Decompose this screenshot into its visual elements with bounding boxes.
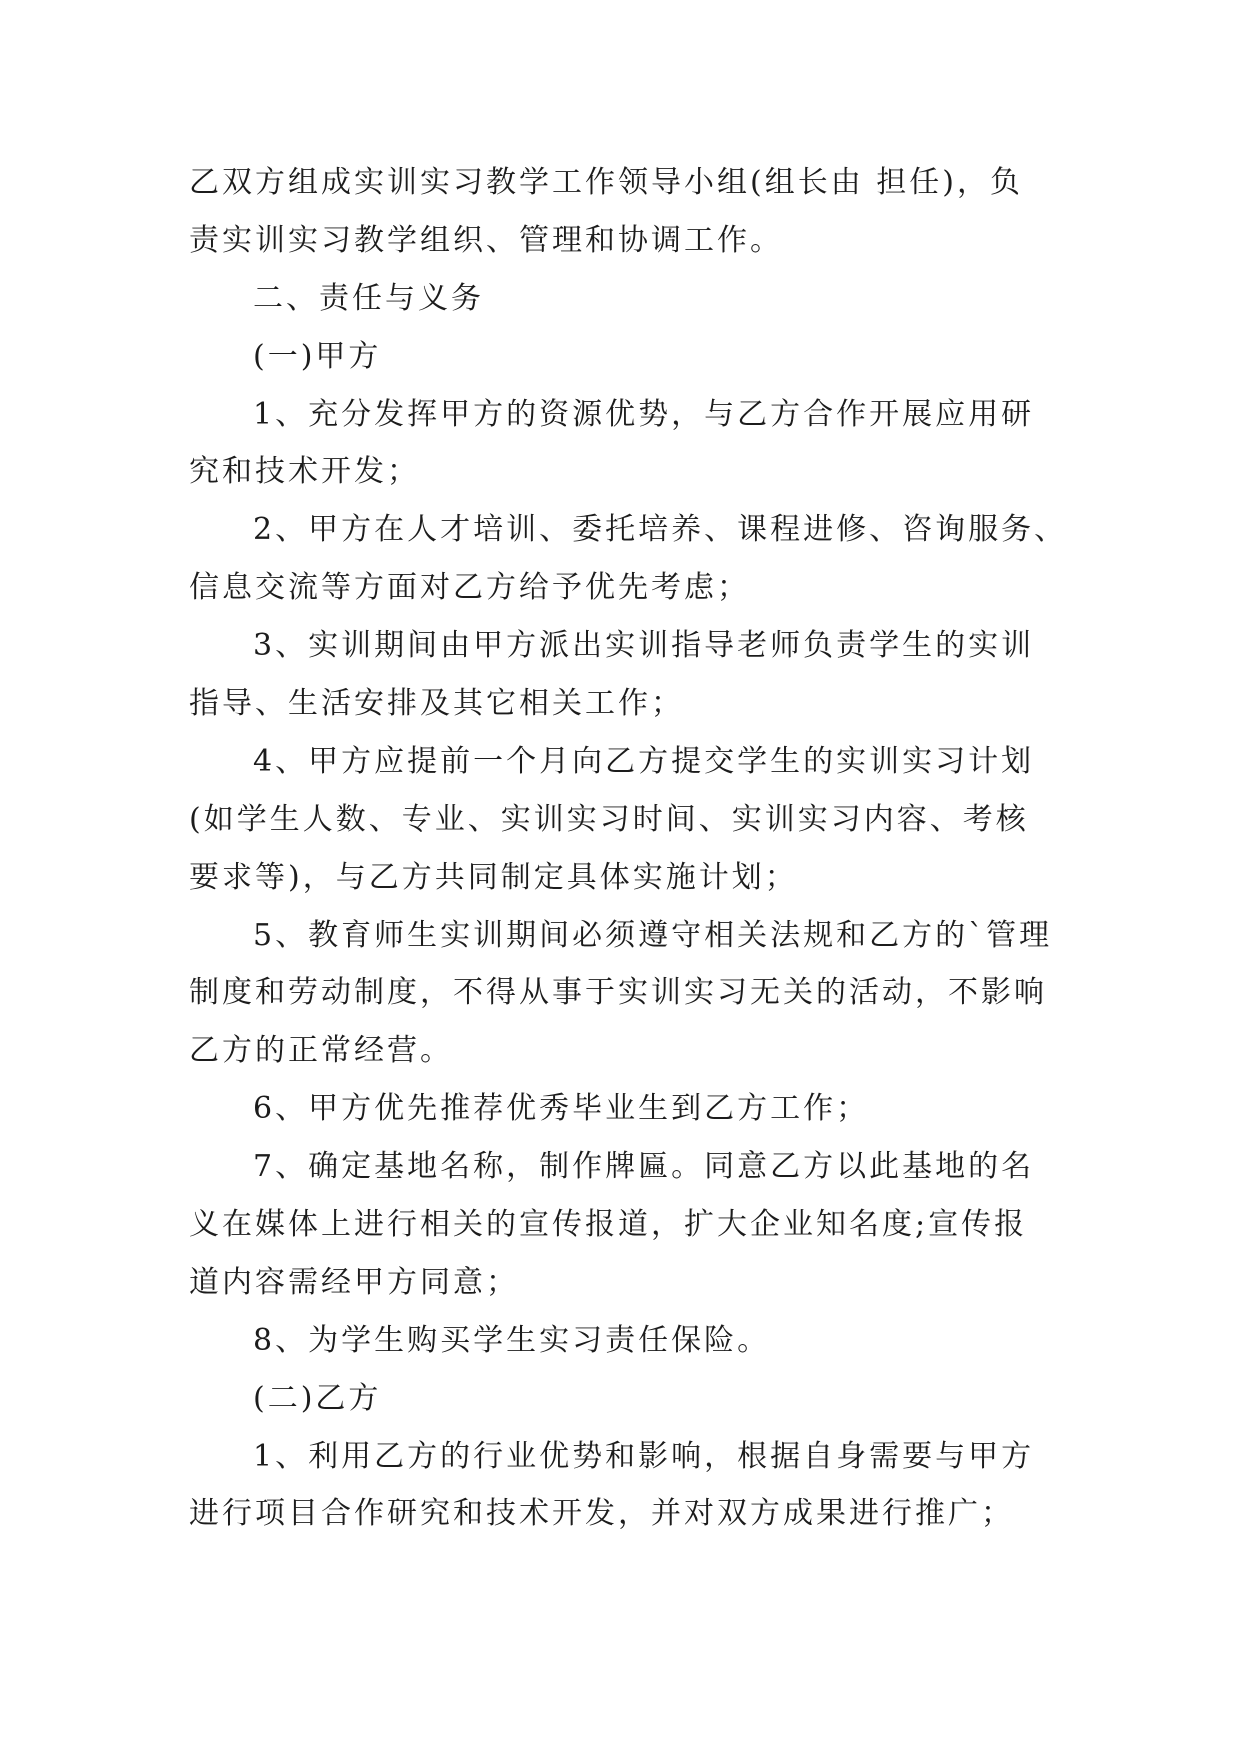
text-line: 制度和劳动制度，不得从事于实训实习无关的活动，不影响 xyxy=(189,975,1047,1011)
text-line: 究和技术开发； xyxy=(189,454,420,490)
text-line: 要求等)，与乙方共同制定具体实施计划； xyxy=(189,859,798,895)
text-line: 责实训实习教学组织、管理和协调工作。 xyxy=(189,222,783,258)
text-line: 1、利用乙方的行业优势和影响，根据自身需要与甲方 xyxy=(253,1438,1035,1474)
document-page xyxy=(189,154,1069,1543)
clause-a-5 xyxy=(189,907,1069,1081)
text-line: (如学生人数、专业、实训实习时间、实训实习内容、考核 xyxy=(189,801,1029,837)
text-line: 乙方的正常经营。 xyxy=(189,1033,453,1069)
clause-a-1 xyxy=(189,386,1069,502)
text-line: 乙双方组成实训实习教学工作领导小组(组长由 担任)，负 xyxy=(189,165,1023,200)
subsection-heading: (一)甲方 xyxy=(253,338,382,374)
clause-b-1 xyxy=(189,1428,1069,1544)
text-line: 义在媒体上进行相关的宣传报道，扩大企业知名度;宣传报 xyxy=(189,1207,1028,1243)
text-line: 进行项目合作研究和技术开发，并对双方成果进行推广； xyxy=(189,1496,1014,1532)
clause-a-6 xyxy=(189,1080,1069,1138)
text-line: 3、实训期间由甲方派出实训指导老师负责学生的实训 xyxy=(253,628,1035,664)
text-line: 道内容需经甲方同意； xyxy=(189,1264,519,1300)
text-line: 1、充分发挥甲方的资源优势，与乙方合作开展应用研 xyxy=(253,396,1035,432)
clause-a-2 xyxy=(189,501,1069,617)
clause-a-7 xyxy=(189,1138,1069,1312)
subsection-heading-party-a xyxy=(189,328,1069,386)
text-line: 8、为学生购买学生实习责任保险。 xyxy=(253,1322,771,1358)
section-heading: 二、责任与义务 xyxy=(253,280,484,316)
text-line: 4、甲方应提前一个月向乙方提交学生的实训实习计划 xyxy=(253,743,1035,779)
paragraph-leadership-group xyxy=(189,154,1069,270)
clause-a-4 xyxy=(189,733,1069,907)
clause-a-8 xyxy=(189,1312,1069,1370)
text-line: 6、甲方优先推荐优秀毕业生到乙方工作； xyxy=(253,1091,870,1127)
text-line: 信息交流等方面对乙方给予优先考虑； xyxy=(189,570,750,606)
text-line: 7、确定基地名称，制作牌匾。同意乙方以此基地的名 xyxy=(253,1149,1035,1185)
text-line: 指导、生活安排及其它相关工作； xyxy=(189,686,684,722)
subsection-heading: (二)乙方 xyxy=(253,1380,382,1416)
subsection-heading-party-b xyxy=(189,1370,1069,1428)
clause-a-3 xyxy=(189,617,1069,733)
text-line: 2、甲方在人才培训、委托培养、课程进修、咨询服务、 xyxy=(253,512,1068,548)
text-line: 5、教育师生实训期间必须遵守相关法规和乙方的`管理 xyxy=(253,917,1053,953)
section-heading-responsibilities xyxy=(189,270,1069,328)
